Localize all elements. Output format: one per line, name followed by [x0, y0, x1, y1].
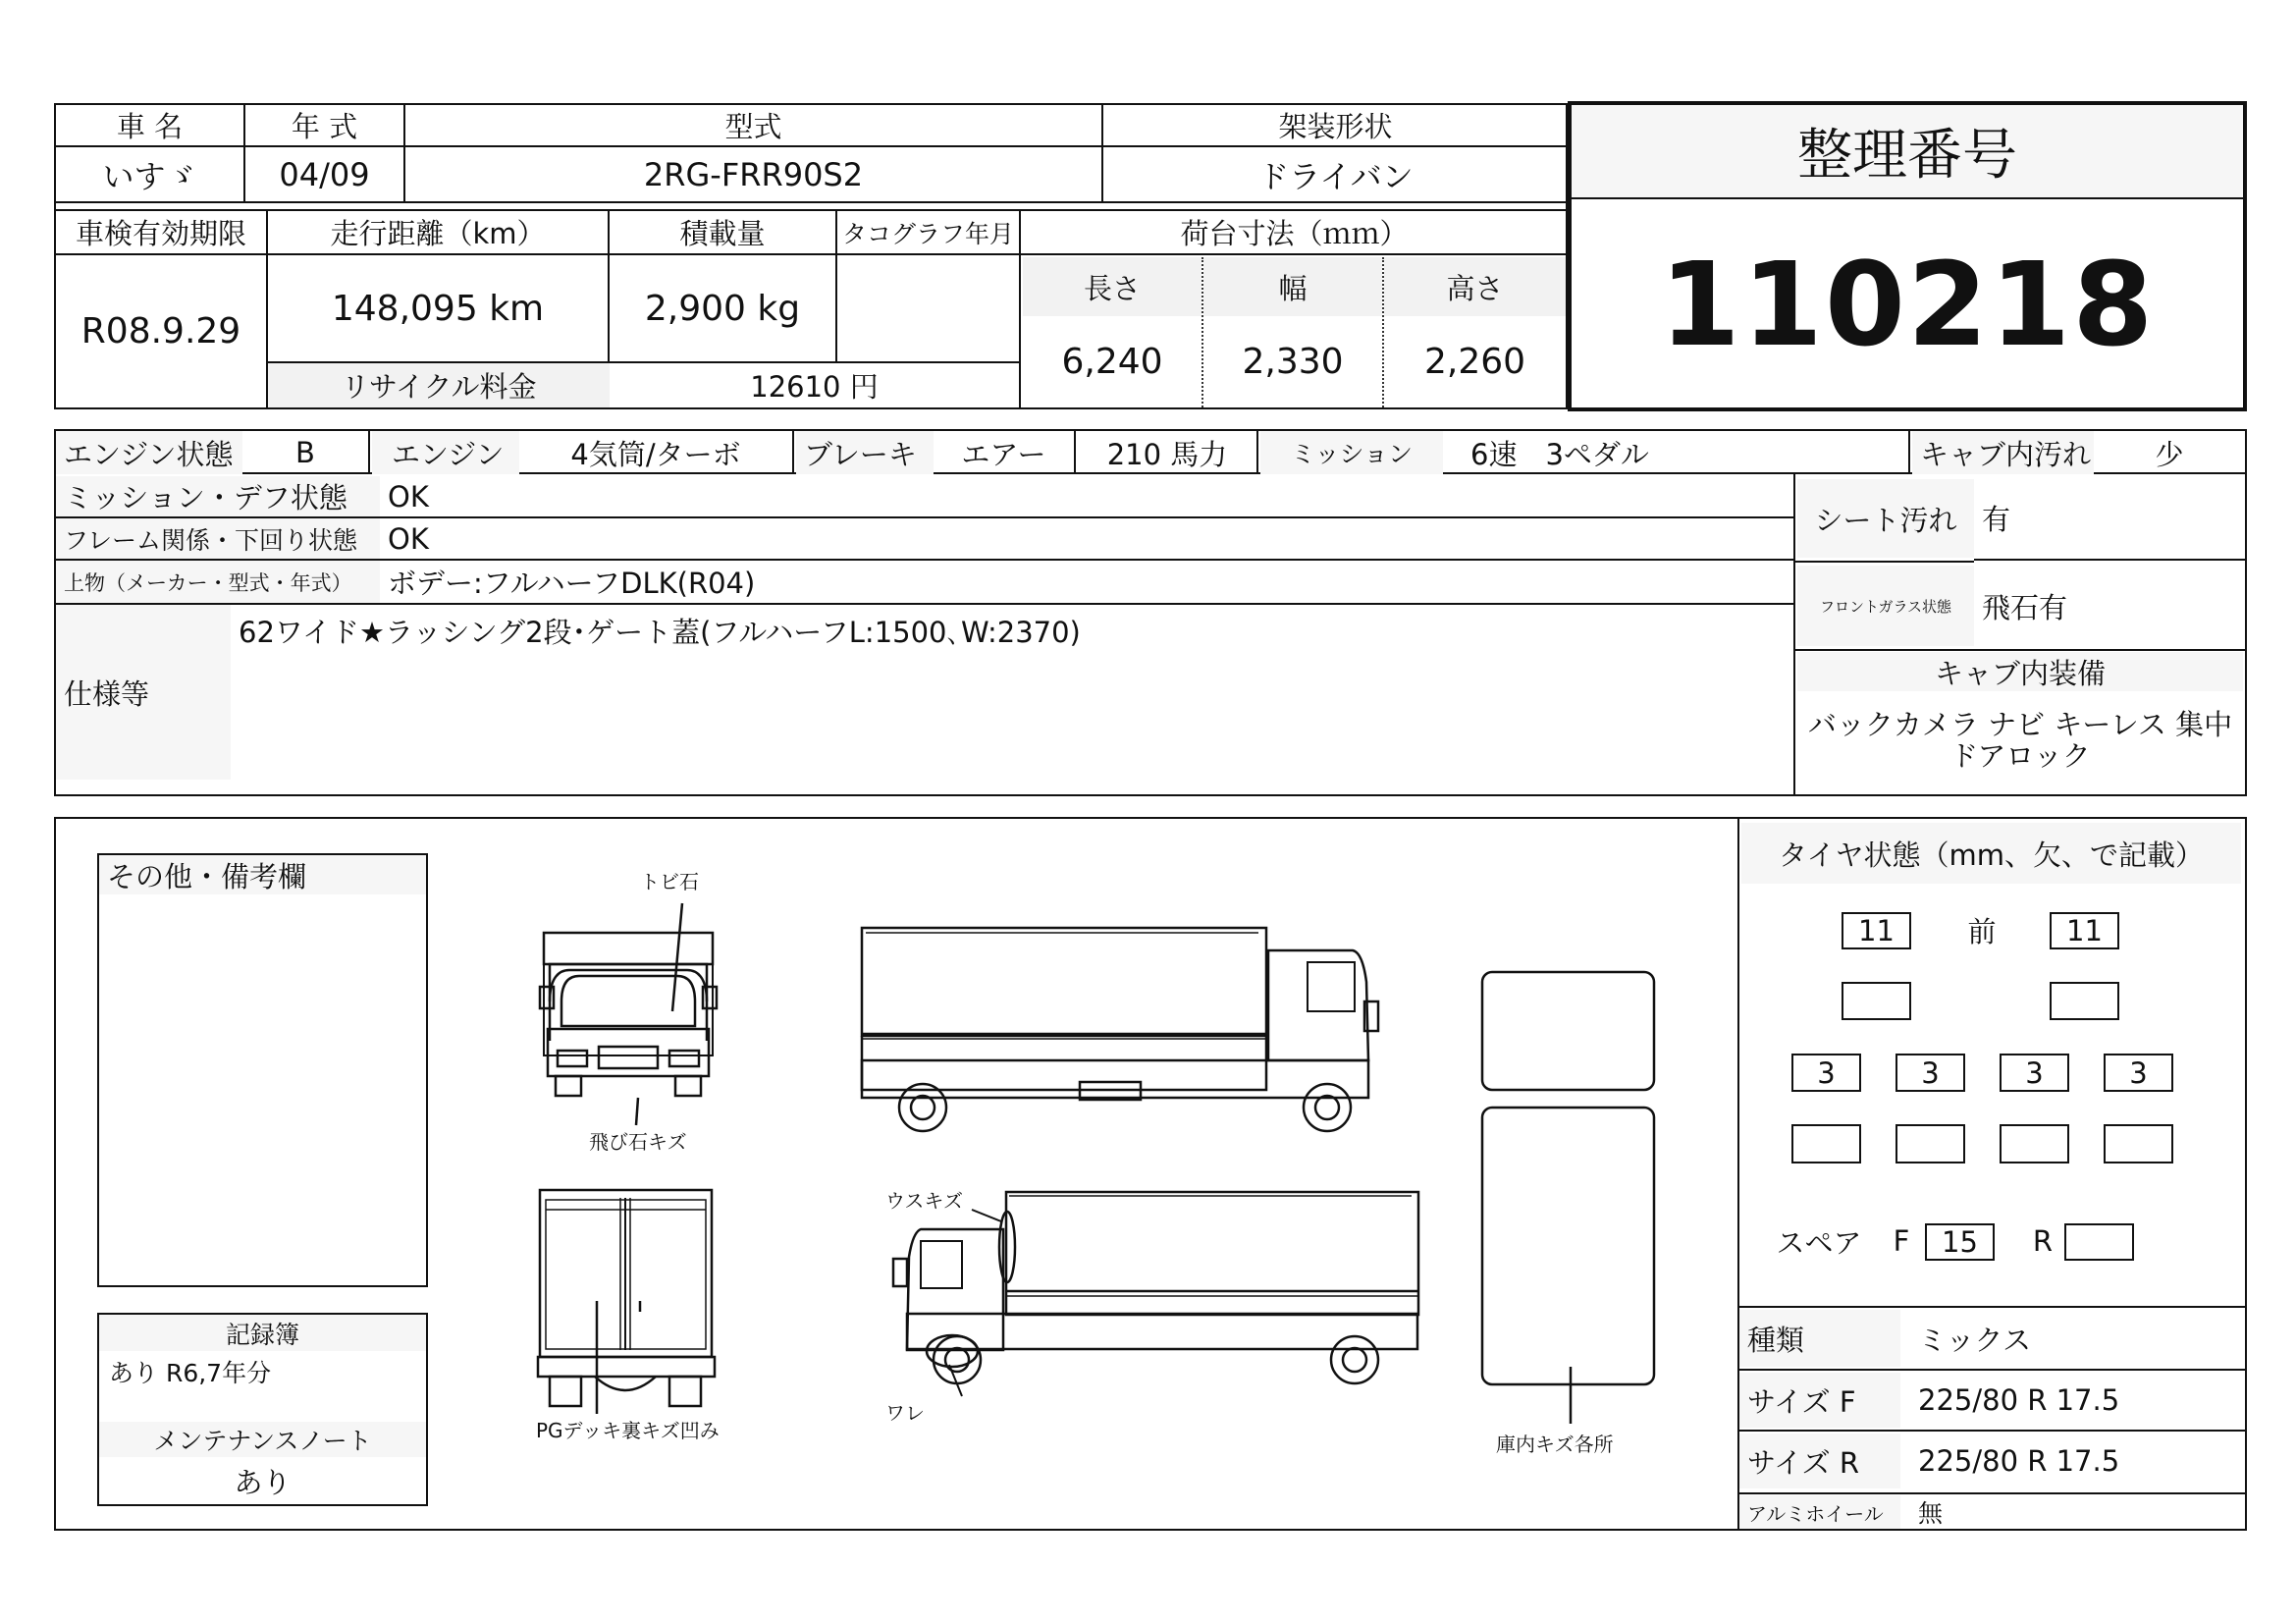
alu-label: アルミホイール: [1739, 1495, 1900, 1529]
seat-bottom: [1795, 561, 1974, 563]
truck-rear-view: [538, 1190, 715, 1406]
brake-label: ブレーキ: [796, 431, 934, 474]
tire-type-label: 種類: [1739, 1310, 1900, 1367]
cargo-top-body: [1482, 1108, 1654, 1384]
inspection-label: 車検有効期限: [56, 211, 268, 255]
cargo-label: 荷台寸法（ｍｍ）: [1021, 211, 1568, 255]
tire-front-left-2: [1842, 982, 1911, 1020]
cargo-length: 6,240: [1061, 342, 1163, 382]
inspection-date: R08.9.29: [56, 255, 268, 407]
cab-dirt-label: キャブ内汚れ: [1912, 431, 2094, 474]
size-r: 225/80 R 17.5: [1918, 1444, 2120, 1478]
front-bottom-note: 飛び石キズ: [589, 1130, 687, 1154]
mission-diff-label: ミッション・デフ状態: [56, 476, 380, 518]
vehicle-name-label: 車 名: [56, 105, 245, 147]
rear-bottom-note: PGデッキ裏キズ凹み: [536, 1419, 720, 1442]
width-label: 幅: [1203, 257, 1382, 316]
recycle-label: リサイクル料金: [268, 363, 610, 407]
load-label: 積載量: [610, 211, 837, 255]
tire-rear-7: [2000, 1124, 2069, 1163]
year: 04/09: [245, 147, 405, 201]
length-label: 長さ: [1023, 257, 1201, 316]
mileage-label: 走行距離（km）: [268, 211, 610, 255]
spare-front: 15: [1925, 1223, 1995, 1261]
spec-label: 仕様等: [56, 605, 231, 780]
mission-label: ミッション: [1260, 431, 1443, 474]
mission: 6速 3ペダル: [1463, 431, 1910, 474]
scratch-leader: [972, 1210, 1001, 1221]
glass: 飛石有: [1982, 590, 2068, 624]
frame-label: フレーム関係・下回り状態: [56, 518, 380, 561]
vehicle-diagram: [510, 854, 1688, 1492]
truck-front-view: [540, 933, 717, 1096]
tire-type: ミックス: [1918, 1323, 2032, 1357]
vehicle-name: いすゞ: [56, 147, 245, 201]
tire-rear-4: 3: [2104, 1054, 2173, 1092]
cab-equip-label: キャブ内装備: [1797, 652, 2243, 691]
interior-note: 庫内キズ各所: [1496, 1433, 1614, 1456]
engine: 4気筒/ターボ: [519, 431, 794, 474]
horsepower: 210 馬力: [1078, 431, 1258, 474]
tire-rear-8: [2104, 1124, 2173, 1163]
front-bottom-leader: [636, 1098, 638, 1125]
engine-cond-label: エンジン状態: [56, 431, 242, 474]
size-f: 225/80 R 17.5: [1918, 1383, 2120, 1417]
mileage: 148,095 km: [268, 255, 610, 363]
upper-label: 上物（メーカー・型式・年式）: [56, 561, 380, 605]
size-f-label: サイズ F: [1739, 1373, 1900, 1428]
mission-diff: OK: [380, 476, 1793, 518]
crack-leader: [949, 1365, 962, 1396]
scratch-note: ウスキズ: [885, 1189, 963, 1213]
cargo-top-front: [1482, 972, 1654, 1090]
truck-side-view-right: [862, 928, 1378, 1131]
tire-rear-1: 3: [1791, 1054, 1861, 1092]
spec-text: 62ワイド★ラッシング2段･ゲート蓋(フルハーフL:1500､W:2370): [239, 616, 1081, 649]
model: 2RG-FRR90S2: [405, 147, 1103, 201]
tire-rear-3: 3: [2000, 1054, 2069, 1092]
tacho-label: タコグラフ年月: [837, 211, 1021, 255]
year-label: 年 式: [245, 105, 405, 147]
cargo-height: 2,260: [1423, 342, 1526, 382]
body-type: ドライバン: [1257, 157, 1414, 195]
upper-body: ボデー:フルハーフDLK(R04): [380, 561, 1793, 605]
spare-r-label: R: [2032, 1224, 2054, 1258]
engine-cond: B: [242, 431, 370, 474]
cab-equip: バックカメラ ナビ キーレス 集中ドアロック: [1807, 708, 2233, 773]
engine-label: エンジン: [372, 431, 519, 474]
brake: エアー: [934, 431, 1076, 474]
front-top-note: トビ石: [640, 870, 699, 893]
model-label: 型式: [405, 105, 1103, 147]
ref-label: 整理番号: [1572, 105, 2243, 199]
cargo-width: 2,330: [1242, 342, 1344, 382]
body-type-label: 架装形状: [1103, 105, 1568, 147]
front-label: 前: [1967, 914, 1997, 948]
tire-title: タイヤ状態（mm、欠、で記載）: [1741, 823, 2241, 884]
load-capacity: 2,900 kg: [610, 255, 837, 363]
tire-front-right-2: [2050, 982, 2119, 1020]
truck-side-view-left: [893, 1192, 1418, 1383]
header-gap: [54, 201, 1568, 211]
seat-label: シート汚れ: [1797, 479, 1974, 558]
records: あり R6,7年分: [109, 1359, 272, 1387]
cab-dirt: 少: [2155, 437, 2184, 471]
dim-divider-2: [1382, 257, 1384, 407]
right-col-border: [1793, 474, 1795, 794]
frame: OK: [380, 518, 1793, 561]
dim-divider-1: [1201, 257, 1203, 407]
remarks-label: その他・備考欄: [99, 855, 426, 894]
spare-rear: [2064, 1223, 2134, 1261]
tire-rear-2: 3: [1896, 1054, 1965, 1092]
seat-dirt: 有: [1974, 476, 2245, 561]
maintenance-label: メンテナンスノート: [99, 1422, 426, 1457]
records-label: 記録簿: [99, 1315, 426, 1351]
alu-wheel: 無: [1918, 1498, 1944, 1528]
glass-label: フロントガラス状態: [1797, 566, 1974, 646]
tire-front-right: 11: [2050, 912, 2119, 949]
spare-f-label: F: [1893, 1224, 1910, 1258]
tire-front-left: 11: [1842, 912, 1911, 949]
tire-rear-5: [1791, 1124, 1861, 1163]
front-top-leader: [672, 903, 682, 1011]
spare-label: スペア: [1776, 1225, 1862, 1260]
recycle-fee: 12610 円: [610, 363, 1021, 407]
tacho-date: [837, 255, 1021, 363]
tire-rear-6: [1896, 1124, 1965, 1163]
ref-number: 110218: [1659, 237, 2156, 372]
remarks-box: [97, 853, 428, 1287]
crack-note: ワレ: [885, 1401, 925, 1425]
height-label: 高さ: [1384, 257, 1566, 316]
maintenance: あり: [234, 1465, 292, 1499]
size-r-label: サイズ R: [1739, 1434, 1900, 1488]
